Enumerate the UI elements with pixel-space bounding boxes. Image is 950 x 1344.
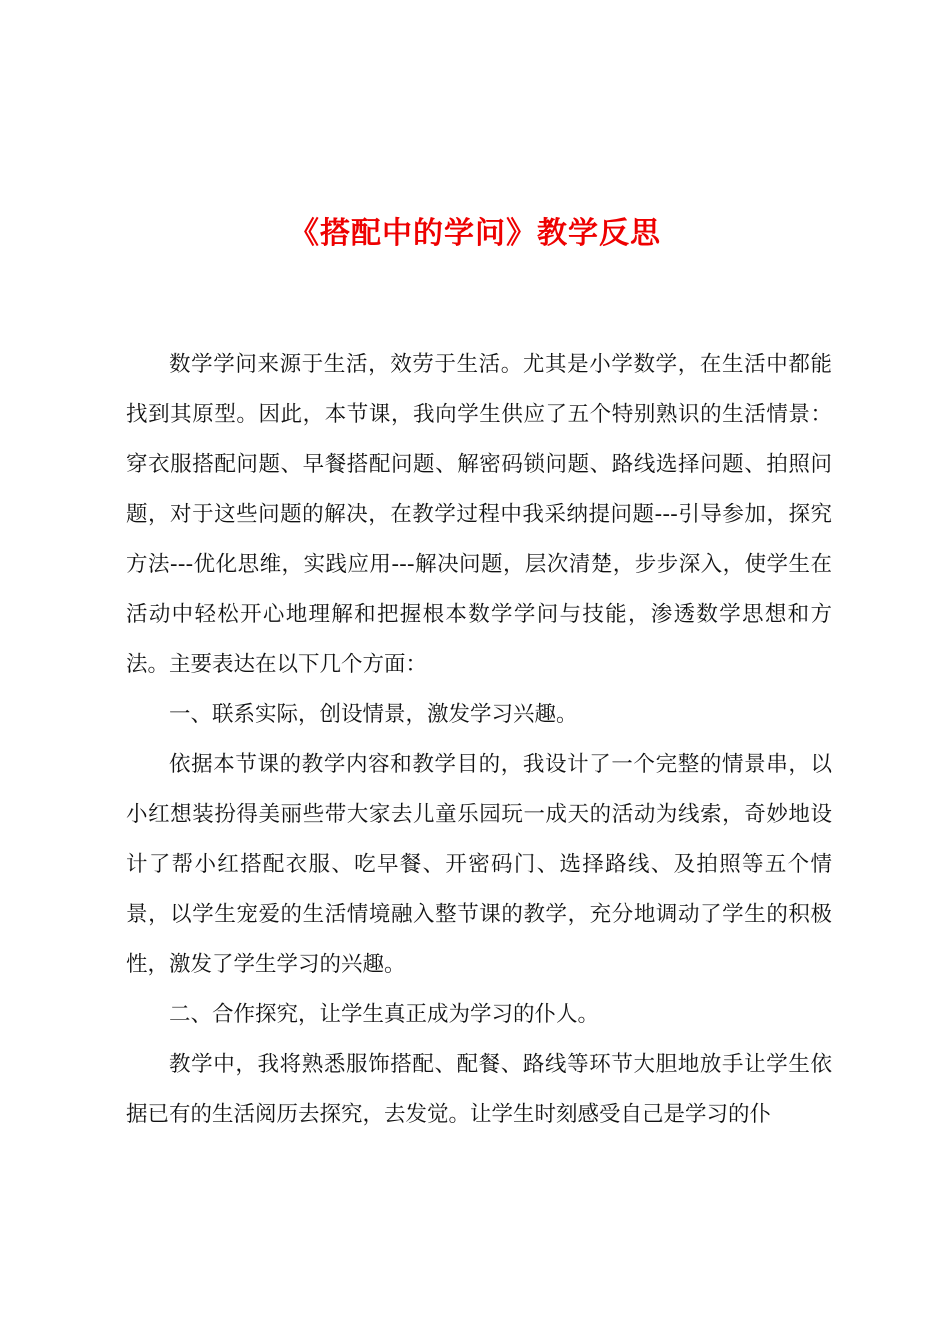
section-heading-2: 二、合作探究，让学生真正成为学习的仆人。 <box>169 1002 600 1027</box>
paragraph-intro: 数学学问来源于生活，效劳于生活。尤其是小学数学，在生活中都能找到其原型。因此，本节课，我向学生供应了五个特别熟识的生活情景：穿衣服搭配问题、早餐搭配问题、解密码锁问题、路线选择问题、拍照问题，对于这些问题的解决，在教学过程中我采纳提问题---引导参加，探究方法---优化思维，实践应用---解决问题，层次清楚，步步深入，使学生在活动中轻松开心地理解和把握根本数学学问与技能，渗透数学思想和方法。主要表达在以下几个方面： <box>126 352 832 677</box>
document-body <box>126 340 832 1140</box>
paragraph-section-1: 依据本节课的教学内容和教学目的，我设计了一个完整的情景串，以小红想装扮得美丽些带大家去儿童乐园玩一成天的活动为线索，奇妙地设计了帮小红搭配衣服、吃早餐、开密码门、选择路线、及拍照等五个情景，以学生宠爱的生活情境融入整节课的教学，充分地调动了学生的积极性，激发了学生学习的兴趣。 <box>126 752 832 977</box>
section-heading-1: 一、联系实际，创设情景，激发学习兴趣。 <box>169 702 578 727</box>
document-title: 《搭配中的学问》教学反思 <box>289 216 661 251</box>
paragraph-section-2: 教学中，我将熟悉服饰搭配、配餐、路线等环节大胆地放手让学生依据已有的生活阅历去探究，去发觉。让学生时刻感受自己是学习的仆 <box>126 1052 832 1127</box>
